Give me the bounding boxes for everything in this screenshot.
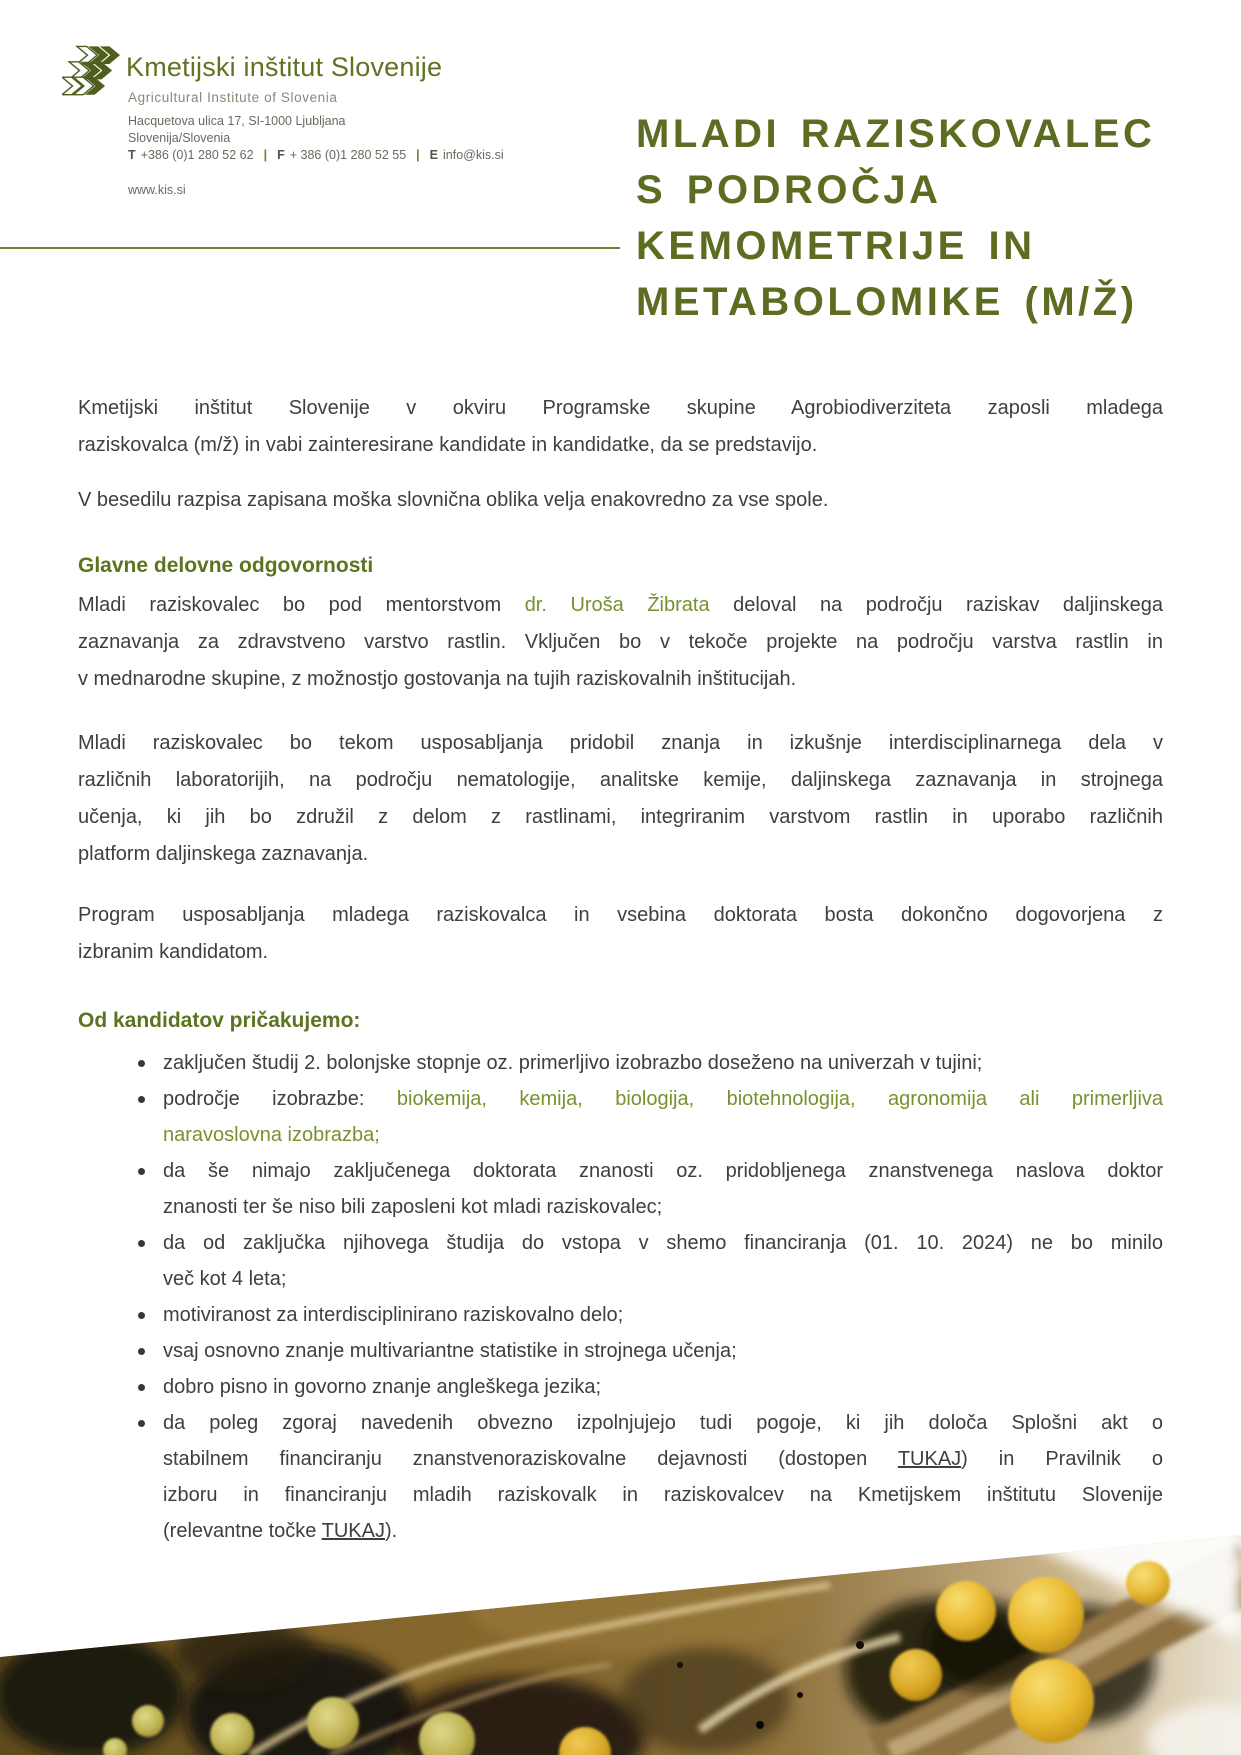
bullet-dot [138, 1420, 145, 1427]
list-item-line: da še nimajo zaključenega doktorata znanosti oz. pridobljenega znanstvenega naslova doktor [163, 1160, 1163, 1182]
list-item [78, 1333, 1163, 1369]
bullet-dot [138, 1312, 145, 1319]
list-item-line: naravoslovna izobrazba; [163, 1124, 380, 1146]
email-address: info@kis.si [443, 148, 504, 162]
list-item [78, 1081, 1163, 1117]
list-item-continuation [78, 1261, 1163, 1297]
text-segment: Mladi raziskovalec bo pod mentorstvom [78, 594, 525, 616]
paragraph-line: Mladi raziskovalec bo tekom usposabljanja pridobil znanja in izkušnje interdisciplinarnega dela v [78, 732, 1163, 754]
list-item-continuation [78, 1441, 1163, 1477]
mentor-name: dr. Uroša Žibrata [524, 594, 710, 616]
bullet-dot [138, 1348, 145, 1355]
paragraph-line: Program usposabljanja mladega raziskovalca in vsebina doktorata bosta dokončno dogovorjena z [78, 904, 1163, 926]
paragraph-line: različnih laboratorijih, na področju nematologije, analitske kemije, daljinskega zaznavanja in strojnega [78, 769, 1163, 791]
paragraph-line: Kmetijski inštitut Slovenije v okviru Programske skupine Agrobiodiverziteta zaposli mladega [78, 397, 1163, 419]
kis-logo-icon [62, 42, 120, 100]
brand-subtitle: Agricultural Institute of Slovenia [128, 90, 338, 105]
paragraph-training [78, 725, 1163, 873]
soil-roots-photo [0, 1525, 1241, 1755]
page-title [636, 106, 1236, 330]
paragraph-line: izbranim kandidatom. [78, 941, 269, 963]
separator: | [416, 148, 420, 162]
text-segment: ). [384, 1520, 398, 1542]
list-item [78, 1297, 1163, 1333]
title-line: KEMOMETRIJE IN [636, 224, 1036, 268]
list-item-continuation [78, 1513, 1163, 1549]
text-segment: (relevantne točke [163, 1520, 322, 1542]
section-heading-responsibilities: Glavne delovne odgovornosti [78, 554, 374, 577]
brand-name: Kmetijski inštitut Slovenije [126, 52, 443, 82]
text-segment: stabilnem financiranju znanstvenoraziskovalne dejavnosti (dostopen [163, 1448, 898, 1470]
footer-photo-soil-roots [0, 1525, 1241, 1755]
separator: | [263, 148, 268, 162]
phone-number: +386 (0)1 280 52 62 [140, 148, 254, 162]
fax-label: F [277, 148, 285, 162]
list-item-line [163, 1081, 1163, 1117]
email-label: E [429, 148, 438, 162]
paragraph-mentor [78, 587, 1163, 698]
paragraph-program [78, 897, 1163, 971]
bullet-dot [138, 1240, 145, 1247]
title-line: S PODROČJA [636, 168, 942, 212]
title-line: METABOLOMIKE (M/Ž) [636, 280, 1138, 324]
address-line-2: Slovenija/Slovenia [128, 131, 231, 145]
list-item [78, 1045, 1163, 1081]
header-rule [0, 247, 620, 249]
section-heading-expectations: Od kandidatov pričakujemo: [78, 1009, 361, 1032]
paragraph-intro [78, 390, 1163, 464]
fields-of-study: biokemija, kemija, biologija, biotehnologija, agronomija ali primerljiva [396, 1088, 1164, 1110]
list-item [78, 1405, 1163, 1441]
list-item-line: več kot 4 leta; [163, 1268, 287, 1290]
list-item [78, 1153, 1163, 1189]
bullet-dot [138, 1384, 145, 1391]
list-item-continuation [78, 1477, 1163, 1513]
contact-block [128, 113, 504, 164]
address-line-1: Hacquetova ulica 17, SI-1000 Ljubljana [128, 114, 346, 128]
website-link[interactable]: www.kis.si [128, 183, 186, 197]
fax-number: + 386 (0)1 280 52 55 [289, 148, 407, 162]
list-item-line: vsaj osnovno znanje multivariantne statistike in strojnega učenja; [163, 1340, 737, 1362]
list-item-line: zaključen študij 2. bolonjske stopnje oz. primerljivo izobrazbo doseženo na univerzah v tujini; [163, 1052, 983, 1074]
bullet-dot [138, 1096, 145, 1103]
list-item-continuation [78, 1117, 1163, 1153]
title-line: MLADI RAZISKOVALEC [636, 112, 1156, 156]
list-item-line: izboru in financiranju mladih raziskovalk in raziskovalcev na Kmetijskem inštitutu Slovenije [163, 1484, 1163, 1506]
paragraph-line: V besedilu razpisa zapisana moška slovnična oblika velja enakovredno za vse spole. [78, 489, 829, 511]
list-item [78, 1225, 1163, 1261]
list-item-line: dobro pisno in govorno znanje angleškega jezika; [163, 1376, 602, 1398]
paragraph-line: učenja, ki jih bo združil z delom z rastlinami, integriranim varstvom rastlin in uporabo različnih [78, 806, 1163, 828]
document-body [78, 390, 1163, 1549]
requirements-list [78, 1045, 1163, 1549]
text-segment: ) in Pravilnik o [961, 1448, 1163, 1470]
bullet-dot [138, 1060, 145, 1067]
list-item [78, 1369, 1163, 1405]
bullet-dot [138, 1168, 145, 1175]
paragraph-line: platform daljinskega zaznavanja. [78, 843, 369, 865]
paragraph-line: raziskovalca (m/ž) in vabi zainteresirane kandidate in kandidatke, da se predstavijo. [78, 434, 818, 456]
list-item-line [163, 1441, 1163, 1477]
list-item-line: motiviranost za interdisciplinirano raziskovalno delo; [163, 1304, 624, 1326]
paragraph-line: v mednarodne skupine, z možnostjo gostovanja na tujih raziskovalnih inštitucijah. [78, 668, 797, 690]
paragraph-gender-note [78, 482, 1163, 519]
phone-label: T [128, 148, 136, 162]
tukaj-link[interactable]: TUKAJ [897, 1448, 962, 1470]
text-segment: deloval na področju raziskav daljinskega [709, 594, 1163, 616]
list-item-continuation [78, 1189, 1163, 1225]
paragraph-line [78, 587, 1163, 624]
list-item-line: da poleg zgoraj navedenih obvezno izpolnjujejo tudi pogoje, ki jih določa Splošni akt o [163, 1412, 1163, 1434]
paragraph-line: zaznavanja za zdravstveno varstvo rastlin. Vključen bo v tekoče projekte na področju varstva rastlin in [78, 631, 1163, 653]
text-segment: področje izobrazbe: [163, 1088, 397, 1110]
list-item-line: da od zaključka njihovega študija do vstopa v shemo financiranja (01. 10. 2024) ne bo minilo [163, 1232, 1163, 1254]
phone-fax-email-line [128, 147, 504, 164]
list-item-line: znanosti ter še niso bili zaposleni kot mladi raziskovalec; [163, 1196, 663, 1218]
tukaj-link[interactable]: TUKAJ [321, 1520, 385, 1542]
list-item-line [163, 1513, 1163, 1549]
